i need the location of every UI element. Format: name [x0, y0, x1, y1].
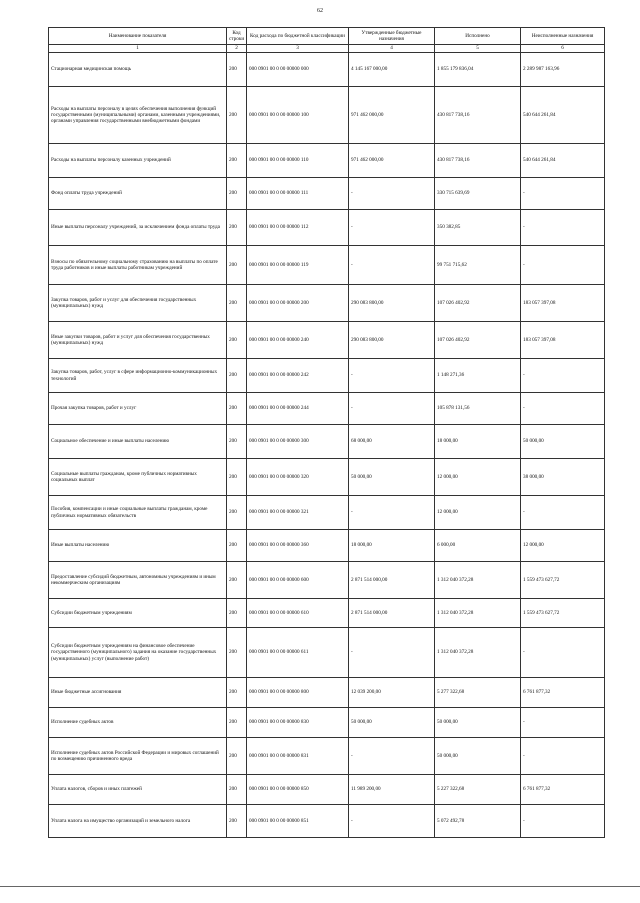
- column-number-row: [49, 45, 605, 53]
- row-name: Пособия, компенсации и иные социальные выплаты гражданам, кроме публичных нормативных обязательств: [49, 496, 227, 530]
- header-name: Наименование показателя: [49, 28, 227, 45]
- table-row: [49, 246, 605, 285]
- row-code: 200: [227, 285, 247, 322]
- row-code: 200: [227, 322, 247, 359]
- header-executed: Исполнено: [435, 28, 521, 45]
- table-row: [49, 775, 605, 805]
- row-unexecuted: -: [521, 805, 605, 838]
- row-approved: 68 000,00: [349, 425, 435, 459]
- table-row: [49, 53, 605, 87]
- row-name: Взносы по обязательному социальному страхованию на выплаты по оплате труда работников и иные выплаты работникам учреждений: [49, 246, 227, 285]
- row-unexecuted: -: [521, 738, 605, 775]
- row-name: Исполнение судебных актов Российской Федерации и мировых соглашений по возмещению причиненного вреда: [49, 738, 227, 775]
- table-row: [49, 530, 605, 562]
- header-unexecuted: Неисполненные назначения: [521, 28, 605, 45]
- column-number: 5: [435, 45, 521, 53]
- row-code: 200: [227, 805, 247, 838]
- row-name: Предоставление субсидий бюджетным, автономным учреждениям и иным некоммерческим организациям: [49, 562, 227, 599]
- row-kbk: 000 0901 00 0 00 00000 600: [247, 562, 349, 599]
- row-unexecuted: 540 644 261,84: [521, 87, 605, 144]
- row-unexecuted: 38 000,00: [521, 459, 605, 496]
- row-unexecuted: -: [521, 496, 605, 530]
- row-kbk: 000 0901 00 0 00 00000 000: [247, 53, 349, 87]
- row-kbk: 000 0901 00 0 00 00000 831: [247, 738, 349, 775]
- row-name: Исполнение судебных актов: [49, 708, 227, 738]
- row-unexecuted: -: [521, 246, 605, 285]
- row-approved: -: [349, 496, 435, 530]
- row-kbk: 000 0901 00 0 00 00000 100: [247, 87, 349, 144]
- row-approved: 971 462 000,00: [349, 144, 435, 178]
- row-unexecuted: 50 000,00: [521, 425, 605, 459]
- table-row: [49, 359, 605, 393]
- row-approved: 50 000,00: [349, 708, 435, 738]
- row-code: 200: [227, 246, 247, 285]
- row-unexecuted: -: [521, 359, 605, 393]
- row-name: Субсидии бюджетным учреждениям на финансовое обеспечение государственного (муниципального) задания на оказание государственных (муниципальных) услуг (выполнение работ): [49, 628, 227, 678]
- row-unexecuted: 1 559 473 627,72: [521, 562, 605, 599]
- row-executed: 1 312 040 372,28: [435, 628, 521, 678]
- row-kbk: 000 0901 00 0 00 00000 610: [247, 599, 349, 628]
- column-number: 6: [521, 45, 605, 53]
- row-unexecuted: 1 559 473 627,72: [521, 599, 605, 628]
- row-executed: 105 878 131,56: [435, 393, 521, 425]
- table-row: [49, 562, 605, 599]
- page-bottom-rule: [0, 886, 640, 887]
- row-name: Иные бюджетные ассигнования: [49, 678, 227, 708]
- row-code: 200: [227, 459, 247, 496]
- row-kbk: 000 0901 00 0 00 00000 300: [247, 425, 349, 459]
- row-kbk: 000 0901 00 0 00 00000 360: [247, 530, 349, 562]
- row-code: 200: [227, 87, 247, 144]
- row-code: 200: [227, 393, 247, 425]
- row-unexecuted: -: [521, 393, 605, 425]
- row-code: 200: [227, 496, 247, 530]
- table-row: [49, 678, 605, 708]
- row-name: Стационарная медицинская помощь: [49, 53, 227, 87]
- row-approved: 50 000,00: [349, 459, 435, 496]
- column-number: 4: [349, 45, 435, 53]
- row-code: 200: [227, 562, 247, 599]
- table-row: [49, 210, 605, 246]
- row-approved: 2 871 514 000,00: [349, 599, 435, 628]
- row-unexecuted: -: [521, 210, 605, 246]
- table-row: [49, 393, 605, 425]
- row-executed: 107 026 402,92: [435, 285, 521, 322]
- row-unexecuted: 6 761 877,32: [521, 775, 605, 805]
- row-executed: 18 000,00: [435, 425, 521, 459]
- row-executed: 5 277 322,68: [435, 678, 521, 708]
- row-name: Прочая закупка товаров, работ и услуг: [49, 393, 227, 425]
- row-approved: -: [349, 359, 435, 393]
- row-unexecuted: 2 289 987 163,96: [521, 53, 605, 87]
- row-code: 200: [227, 628, 247, 678]
- table-row: [49, 178, 605, 210]
- row-name: Социальные выплаты гражданам, кроме публичных нормативных социальных выплат: [49, 459, 227, 496]
- row-executed: 50 000,00: [435, 708, 521, 738]
- row-executed: 430 817 738,16: [435, 144, 521, 178]
- row-approved: -: [349, 393, 435, 425]
- row-unexecuted: -: [521, 178, 605, 210]
- row-approved: -: [349, 210, 435, 246]
- budget-execution-table: [48, 27, 605, 838]
- row-kbk: 000 0901 00 0 00 00000 611: [247, 628, 349, 678]
- row-kbk: 000 0901 00 0 00 00000 851: [247, 805, 349, 838]
- row-code: 200: [227, 738, 247, 775]
- row-approved: -: [349, 178, 435, 210]
- row-name: Уплата налога на имущество организаций и земельного налога: [49, 805, 227, 838]
- row-approved: 290 083 800,00: [349, 285, 435, 322]
- row-code: 200: [227, 708, 247, 738]
- row-name: Иные закупки товаров, работ и услуг для обеспечения государственных (муниципальных) нужд: [49, 322, 227, 359]
- row-code: 200: [227, 359, 247, 393]
- row-approved: 11 989 200,00: [349, 775, 435, 805]
- row-kbk: 000 0901 00 0 00 00000 111: [247, 178, 349, 210]
- table-row: [49, 805, 605, 838]
- row-kbk: 000 0901 00 0 00 00000 320: [247, 459, 349, 496]
- row-kbk: 000 0901 00 0 00 00000 850: [247, 775, 349, 805]
- row-code: 200: [227, 775, 247, 805]
- row-code: 200: [227, 144, 247, 178]
- row-name: Уплата налогов, сборов и иных платежей: [49, 775, 227, 805]
- column-number: 1: [49, 45, 227, 53]
- row-executed: 5 227 322,68: [435, 775, 521, 805]
- row-approved: -: [349, 628, 435, 678]
- row-kbk: 000 0901 00 0 00 00000 242: [247, 359, 349, 393]
- row-code: 200: [227, 210, 247, 246]
- row-approved: 18 000,00: [349, 530, 435, 562]
- row-unexecuted: -: [521, 628, 605, 678]
- header-code: Код строки: [227, 28, 247, 45]
- row-kbk: 000 0901 00 0 00 00000 830: [247, 708, 349, 738]
- row-executed: 12 000,00: [435, 459, 521, 496]
- row-code: 200: [227, 599, 247, 628]
- row-executed: 12 000,00: [435, 496, 521, 530]
- row-code: 200: [227, 178, 247, 210]
- row-unexecuted: 183 057 397,08: [521, 285, 605, 322]
- table-row: [49, 459, 605, 496]
- row-executed: 1 312 040 372,28: [435, 562, 521, 599]
- table-row: [49, 708, 605, 738]
- row-name: Расходы на выплаты персоналу казенных учреждений: [49, 144, 227, 178]
- row-executed: 99 751 715,62: [435, 246, 521, 285]
- header-kbk: Код расхода по бюджетной классификации: [247, 28, 349, 45]
- row-executed: 5 072 492,78: [435, 805, 521, 838]
- row-executed: 430 817 738,16: [435, 87, 521, 144]
- row-name: Субсидии бюджетным учреждениям: [49, 599, 227, 628]
- row-kbk: 000 0901 00 0 00 00000 200: [247, 285, 349, 322]
- table-row: [49, 285, 605, 322]
- row-kbk: 000 0901 00 0 00 00000 119: [247, 246, 349, 285]
- row-kbk: 000 0901 00 0 00 00000 244: [247, 393, 349, 425]
- column-number: 3: [247, 45, 349, 53]
- row-code: 200: [227, 530, 247, 562]
- row-name: Иные выплаты персоналу учреждений, за исключением фонда оплаты труда: [49, 210, 227, 246]
- row-unexecuted: 540 644 261,84: [521, 144, 605, 178]
- row-approved: -: [349, 805, 435, 838]
- row-name: Иные выплаты населению: [49, 530, 227, 562]
- table-row: [49, 425, 605, 459]
- row-approved: 4 145 167 000,00: [349, 53, 435, 87]
- header-row: [49, 28, 605, 45]
- table-row: [49, 599, 605, 628]
- row-approved: 2 871 514 000,00: [349, 562, 435, 599]
- row-kbk: 000 0901 00 0 00 00000 112: [247, 210, 349, 246]
- row-name: Фонд оплаты труда учреждений: [49, 178, 227, 210]
- table-row: [49, 144, 605, 178]
- row-kbk: 000 0901 00 0 00 00000 240: [247, 322, 349, 359]
- table-row: [49, 322, 605, 359]
- row-code: 200: [227, 425, 247, 459]
- row-executed: 1 312 040 372,28: [435, 599, 521, 628]
- row-kbk: 000 0901 00 0 00 00000 800: [247, 678, 349, 708]
- row-unexecuted: 183 057 397,08: [521, 322, 605, 359]
- row-unexecuted: 12 000,00: [521, 530, 605, 562]
- row-approved: 12 039 200,00: [349, 678, 435, 708]
- table-row: [49, 496, 605, 530]
- row-approved: -: [349, 738, 435, 775]
- row-unexecuted: 6 761 877,32: [521, 678, 605, 708]
- row-approved: -: [349, 246, 435, 285]
- page-number: 62: [317, 8, 323, 14]
- row-kbk: 000 0901 00 0 00 00000 321: [247, 496, 349, 530]
- row-name: Закупка товаров, работ и услуг для обеспечения государственных (муниципальных) нужд: [49, 285, 227, 322]
- table-row: [49, 628, 605, 678]
- column-number: 2: [227, 45, 247, 53]
- table-row: [49, 87, 605, 144]
- row-unexecuted: -: [521, 708, 605, 738]
- row-executed: 350 382,85: [435, 210, 521, 246]
- row-name: Социальное обеспечение и иные выплаты населению: [49, 425, 227, 459]
- row-approved: 290 083 800,00: [349, 322, 435, 359]
- row-executed: 330 715 639,69: [435, 178, 521, 210]
- row-name: Закупка товаров, работ, услуг в сфере информационно-коммуникационных технологий: [49, 359, 227, 393]
- table-row: [49, 738, 605, 775]
- row-executed: 1 855 179 836,04: [435, 53, 521, 87]
- row-code: 200: [227, 53, 247, 87]
- header-approved: Утвержденные бюджетные назначения: [349, 28, 435, 45]
- row-executed: 50 000,00: [435, 738, 521, 775]
- row-approved: 971 462 000,00: [349, 87, 435, 144]
- row-executed: 107 026 402,92: [435, 322, 521, 359]
- row-executed: 1 148 271,36: [435, 359, 521, 393]
- row-name: Расходы на выплаты персоналу в целях обеспечения выполнения функций государственными (муниципальными) органами, казенными учреждениями, органами управления государственными внебюджетными фондами: [49, 87, 227, 144]
- row-code: 200: [227, 678, 247, 708]
- row-executed: 6 000,00: [435, 530, 521, 562]
- row-kbk: 000 0901 00 0 00 00000 110: [247, 144, 349, 178]
